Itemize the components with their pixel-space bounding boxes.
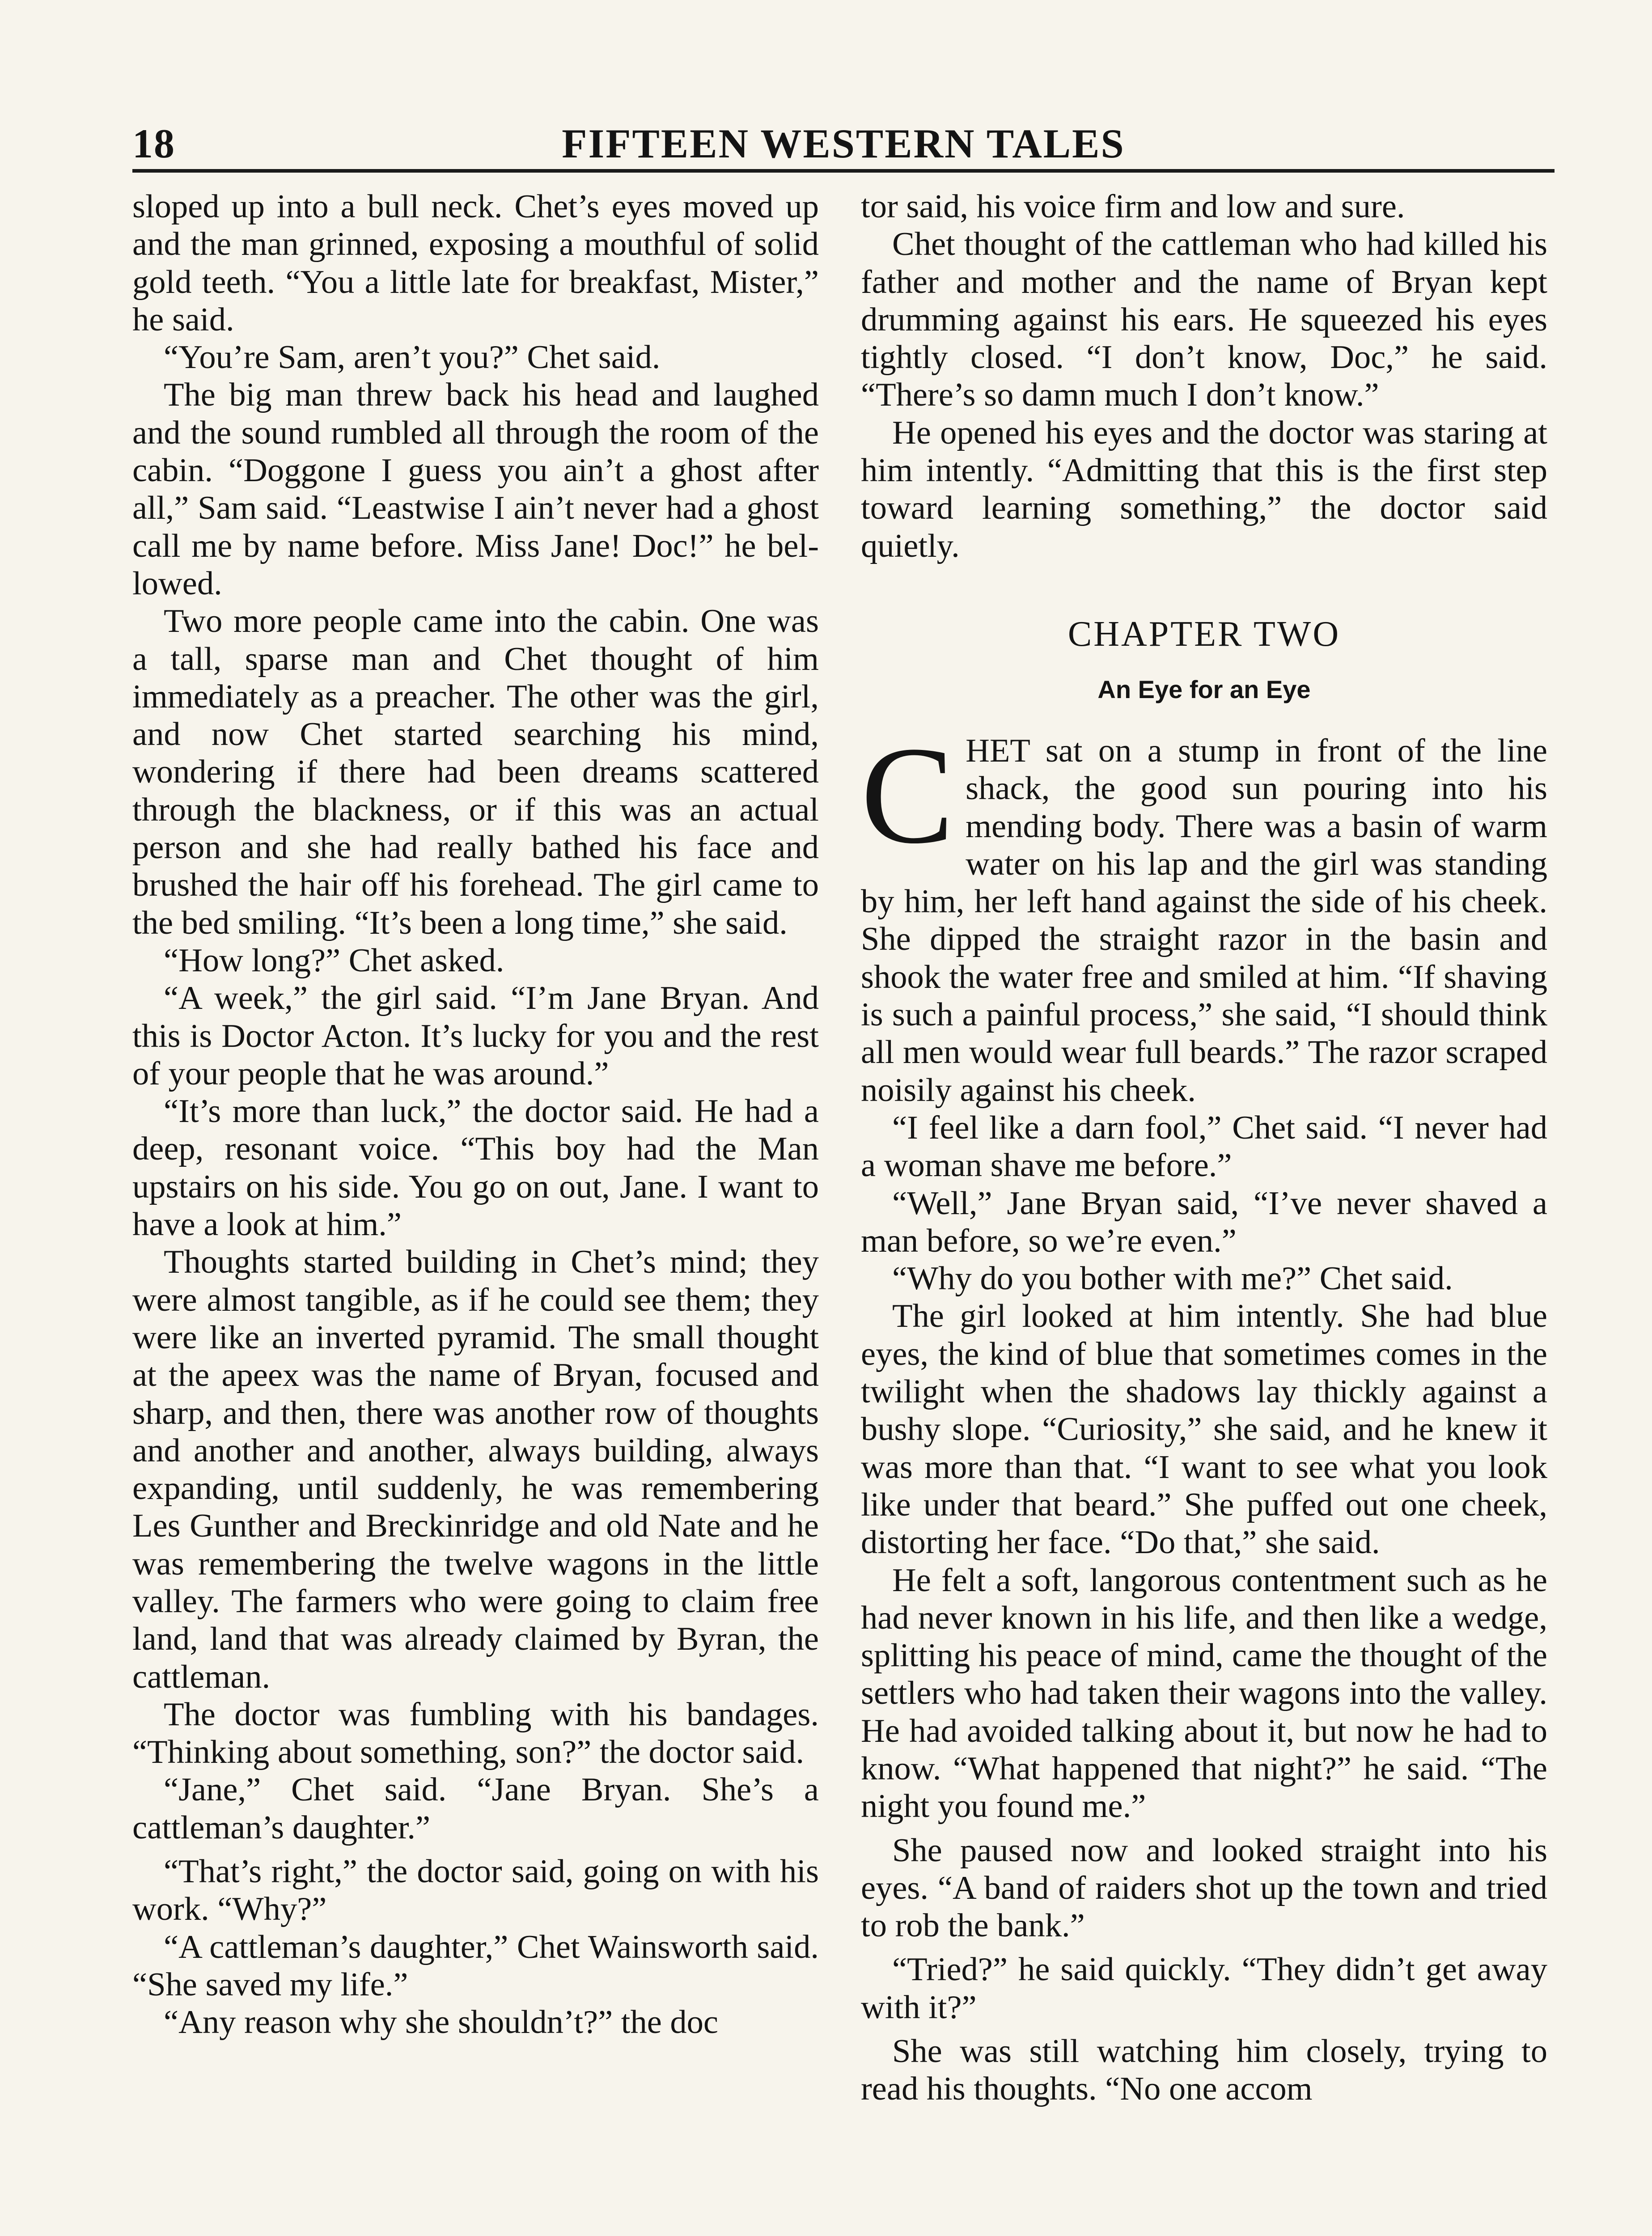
paragraph: “You’re Sam, aren’t you?” Chet said. [164, 339, 661, 376]
paragraph: “Jane,” Chet said. “Jane Bryan. She’s a cattleman’s daughter.” [132, 1771, 819, 1846]
paragraph: “That’s right,” the doctor said, going on with his work. “Why?” [132, 1853, 819, 1928]
paragraph: She was still watching him closely, trying to read his thoughts. “No one accom [861, 2033, 1547, 2108]
paragraph: The girl looked at him intently. She had blue eyes, the kind of blue that sometimes comes in the twilight when the shadows lay thickly against a bushy slope. “Curiosity,” she said, and he knew it was more than that. “I want to see what you look like under that beard.” She puffed out one cheek, distorting her face. “Do that,” she said. [861, 1298, 1547, 1561]
paragraph: Chet thought of the cattleman who had killed his father and mother and the name of Bryan kept drumming against his ears. He squeezed his eyes tightly closed. “I don’t know, Doc,” he said. “There’s so damn much I don’t know.” [861, 226, 1547, 414]
chapter-subtitle: An Eye for an Eye [1097, 675, 1311, 703]
paragraph: “A week,” the girl said. “I’m Jane Bryan. And this is Doctor Acton. It’s lucky for you and the rest of your people that he was around.” [132, 980, 819, 1092]
paragraph: “It’s more than luck,” the doctor said. He had a deep, resonant voice. “This boy had the Man upstairs on his side. You go on out, Jane. I want to have a look at him.” [132, 1093, 819, 1243]
paragraph: He felt a soft, langorous contentment such as he had never known in his life, and then like a wedge, splitting his peace of mind, came the thought of the settlers who had taken their wagons into the valley. He had avoided talking about it, but now he had to know. “What happened that night?” he said. “The night you found me.” [861, 1562, 1547, 1825]
paragraph: “Well,” Jane Bryan said, “I’ve never shaved a man before, so we’re even.” [861, 1185, 1547, 1259]
paragraph: He opened his eyes and the doctor was staring at him intently. “Admitting that this is the first step toward learning something,” the doctor said quietly. [861, 414, 1547, 564]
paragraph: She paused now and looked straight into his eyes. “A band of raiders shot up the town and tried to rob the bank.” [861, 1832, 1547, 1944]
chapter-opening [861, 718, 1547, 1109]
paragraph: “I feel like a darn fool,” Chet said. “I never had a woman shave me before.” [861, 1109, 1547, 1184]
page-header [132, 112, 1555, 174]
drop-cap: C [861, 718, 954, 872]
paragraph: The doctor was fumbling with his bandages. “Thinking about something, son?” the doctor said. [132, 1696, 819, 1771]
paragraph: “How long?” Chet asked. [164, 942, 504, 979]
paragraph: “Any reason why she shouldn’t?” the doc [164, 2004, 718, 2041]
running-title: FIFTEEN WESTERN TALES [562, 121, 1125, 166]
paragraph: “Why do you bother with me?” Chet said. [892, 1260, 1453, 1297]
paragraph: sloped up into a bull neck. Chet’s eyes moved up and the man grinned, exposing a mouthful of solid gold teeth. “You a little late for breakfast, Mister,” he said. [132, 188, 819, 338]
paragraph: “A cattleman’s daughter,” Chet Wainsworth said. “She saved my life.” [132, 1928, 819, 2003]
paragraph: tor said, his voice firm and low and sure. [861, 188, 1405, 225]
chapter-title: CHAPTER TWO [1067, 614, 1341, 654]
left-column [132, 188, 819, 2041]
paragraph: The big man threw back his head and laughed and the sound rumbled all through the room of the cabin. “Doggone I guess you ain’t a ghost after all,” Sam said. “Leastwise I ain’t never had a ghost call me by name before. Miss Jane! Doc!” he bellowed. [132, 377, 819, 602]
opening-paragraph: HET sat on a stump in front of the line shack, the good sun pouring into his mending body. There was a basin of warm water on his lap and the girl was standing by him, her left hand against the side of his cheek. She dipped the straight razor in the basin and shook the water free and smiled at him. “If shaving is such a painful process,” she said, “I should think all men would wear full beards.” The razor scraped noisily against his cheek. [861, 732, 1547, 1109]
header-rule [132, 169, 1555, 173]
paragraph: Two more people came into the cabin. One was a tall, sparse man and Chet thought of him immediately as a preacher. The other was the girl, and now Chet started searching his mind, wondering if there had been dreams scattered through the blackness, or if this was an actual person and she had really bathed his face and brushed the hair off his forehead. The girl came to the bed smiling. “It’s been a long time,” she said. [132, 603, 819, 941]
page-number: 18 [132, 121, 175, 166]
paragraph: “Tried?” he said quickly. “They didn’t get away with it?” [861, 1951, 1547, 2026]
right-column [861, 188, 1547, 2108]
paragraph: Thoughts started building in Chet’s mind; they were almost tangible, as if he could see them; they were like an inverted pyramid. The small thought at the apeex was the name of Bryan, focused and sharp, and then, there was another row of thoughts and another and another, always building, always expanding, until suddenly, he was remembering Les Gunther and Breckinridge and old Nate and he was remembering the twelve wagons in the little valley. The farmers who were going to claim free land, land that was already claimed by Byran, the cattleman. [132, 1244, 819, 1695]
